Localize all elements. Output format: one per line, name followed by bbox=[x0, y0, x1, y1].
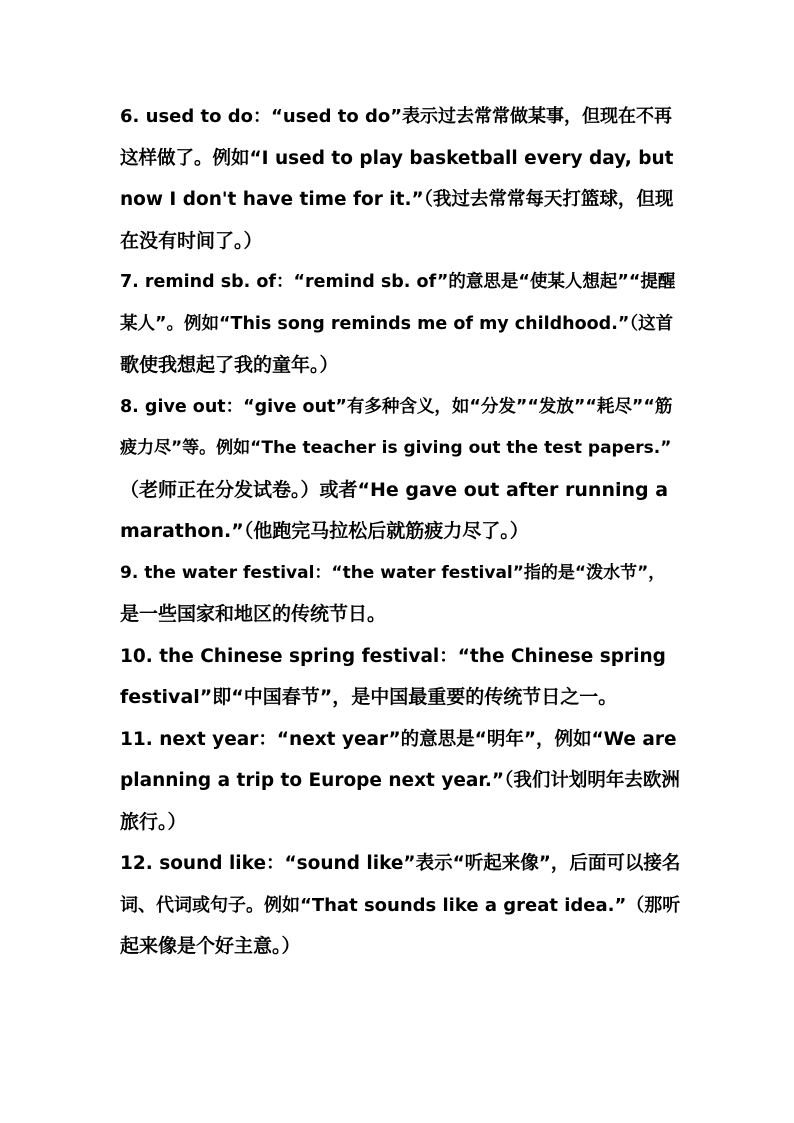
entry-12 bbox=[120, 843, 680, 968]
entry-9-line-1: 9. the water festival：“the water festival”指的是“泼水节”， bbox=[120, 562, 666, 583]
entry-6-line-3: now I don't have time for it.”（我过去常常每天打篮球，但现 bbox=[120, 189, 674, 210]
entry-11-line-1: 11. next year：“next year”的意思是“明年”，例如“We are bbox=[120, 728, 677, 750]
entry-7-line-2: 某人”。例如“This song reminds me of my childhood.”（这首 bbox=[120, 313, 674, 334]
entry-7 bbox=[120, 262, 680, 387]
entry-10 bbox=[120, 636, 680, 719]
entry-12-line-2: 词、代词或句子。例如“That sounds like a great idea.”（那听 bbox=[120, 894, 681, 916]
entry-9 bbox=[120, 553, 680, 636]
entry-6 bbox=[120, 96, 680, 262]
entry-9-line-2: 是一些国家和地区的传统节日。 bbox=[120, 603, 387, 625]
entry-6-line-2: 这样做了。例如“I used to play basketball every day, but bbox=[120, 147, 674, 169]
entry-11 bbox=[120, 719, 680, 844]
notes-content bbox=[120, 96, 680, 968]
entry-10-line-1: 10. the Chinese spring festival：“the Chinese spring bbox=[120, 645, 666, 667]
entry-6-line-1: 6. used to do：“used to do”表示过去常常做某事，但现在不再 bbox=[120, 106, 673, 127]
entry-8-line-4: marathon.”（他跑完马拉松后就筋疲力尽了。） bbox=[120, 520, 529, 542]
entry-7-line-1: 7. remind sb. of：“remind sb. of”的意思是“使某人想起”“提醒 bbox=[120, 272, 676, 292]
entry-8-line-2: 疲力尽”等。例如“The teacher is giving out the test papers.” bbox=[120, 438, 672, 458]
entry-7-line-3: 歌使我想起了我的童年。） bbox=[120, 354, 339, 376]
entry-10-line-2: festival”即“中国春节”，是中国最重要的传统节日之一。 bbox=[120, 686, 618, 708]
entry-12-line-1: 12. sound like：“sound like”表示“听起来像”，后面可以接名 bbox=[120, 853, 681, 874]
entry-8-line-3: （老师正在分发试卷。）或者“He gave out after running a bbox=[120, 478, 669, 501]
entry-11-line-3: 旅行。） bbox=[120, 810, 187, 833]
entry-6-line-4: 在没有时间了。） bbox=[120, 229, 263, 252]
entry-12-line-3: 起来像是个好主意。） bbox=[120, 935, 301, 957]
entry-8 bbox=[120, 387, 680, 553]
entry-11-line-2: planning a trip to Europe next year.”（我们计划明年去欧洲 bbox=[120, 770, 680, 791]
entry-8-line-1: 8. give out：“give out”有多种含义，如“分发”“发放”“耗尽”“筋 bbox=[120, 396, 673, 417]
